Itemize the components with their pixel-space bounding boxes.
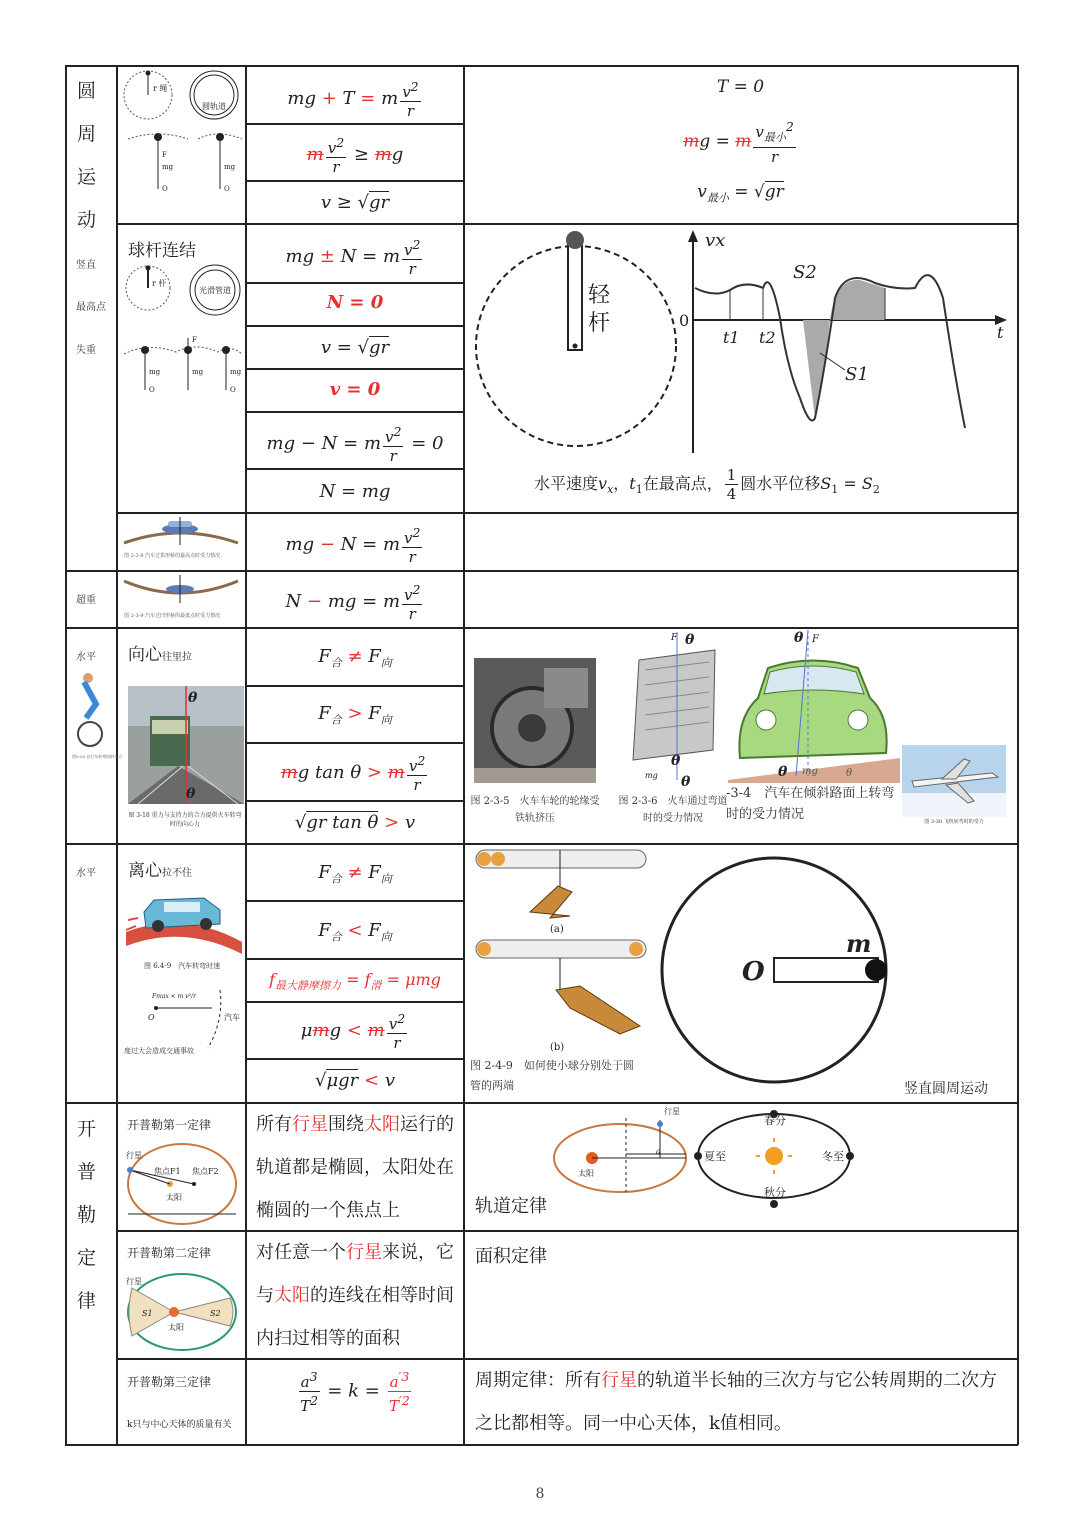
label-horizontal-2: 水平 <box>76 868 96 879</box>
arch-bridge-image <box>120 515 242 567</box>
law1-sun-label: 太阳 <box>166 1193 182 1202</box>
law2-text <box>256 1231 461 1360</box>
law1-text-part: 围绕 <box>328 1114 364 1135</box>
car-theta-ground: θ <box>846 768 853 779</box>
centripetal-note: 往里拉 <box>162 652 192 663</box>
law2-text-planet: 行星 <box>346 1242 382 1263</box>
eq-kepler-third: $\frac{a^3}{T^2}$ = k = $\frac{a^{'3}}{T^{'2}}$ <box>300 1369 410 1415</box>
rod-pipe-diagram <box>118 262 244 402</box>
label-char: 圆 <box>77 80 97 102</box>
law2-text-part: 对任意一个 <box>256 1242 346 1263</box>
cyclist-image <box>72 668 123 763</box>
kepler-char: 开 <box>77 1118 97 1140</box>
eq-normal-zero: N = 0 <box>326 292 384 313</box>
eq-rod-minus-zero: mg − N = m $\frac{v^2}{r}$ = 0 <box>266 424 444 465</box>
label-char: 运 <box>77 166 97 188</box>
fig-wheel-caption: 图 2-3-5 火车车轮的轮缘受铁轨挤压 <box>470 796 600 824</box>
svg-text:mg: mg <box>230 368 242 376</box>
car-caption-1: 图 6.4-9 汽车转弯时速 <box>144 962 221 970</box>
orbit-planet-label: 行星 <box>664 1107 680 1116</box>
eq-sqrt-mugr-lt-v: √μgr < v <box>314 1070 396 1091</box>
eq-rope-tension: mg + T = m $\frac{v^2}{r}$ <box>287 79 419 120</box>
train-wheel-photo <box>474 658 596 783</box>
law2-text-part: 来说，它与 <box>256 1242 454 1306</box>
law1-f1-label: 焦点F1 <box>154 1167 181 1176</box>
rod-small-label: r 杆 <box>152 279 167 288</box>
eq-min-speed-condition: m $\frac{v^2}{r}$ ≥ mg <box>306 135 404 176</box>
law3-right-text <box>475 1359 1011 1445</box>
law1-f2-label: 焦点F2 <box>192 1167 219 1176</box>
kepler-char: 律 <box>77 1290 97 1312</box>
svg-text:mg: mg <box>192 368 204 376</box>
rod-label-2: 杆 <box>588 311 611 336</box>
svg-text:mg: mg <box>162 163 174 171</box>
rod-label-1: 轻 <box>588 283 611 308</box>
svg-text:mg: mg <box>645 771 658 780</box>
velocity-graph <box>675 228 1010 458</box>
graph-y-label: vx <box>705 230 726 251</box>
law2-right-label: 面积定律 <box>475 1246 547 1267</box>
law1-text-planet: 行星 <box>292 1114 328 1135</box>
law1-title: 开普勒第一定律 <box>127 1118 212 1132</box>
tube-diagram <box>470 846 655 1056</box>
page-number: 8 <box>535 1486 545 1502</box>
kepler-char: 勒 <box>77 1204 97 1226</box>
train-curve-theta-bottom: θ <box>681 774 691 790</box>
concave-bridge-image <box>120 573 242 625</box>
pipe-label: 光滑管道 <box>199 286 231 295</box>
graph-s1: S1 <box>845 364 869 385</box>
train-caption: 图 3-18 重力与支持力的合力提供火车转弯时的向心力 <box>128 812 242 828</box>
train-curve-diagram <box>615 630 727 790</box>
circle-o-label: O <box>742 957 765 987</box>
seasons-orbit-diagram <box>692 1104 858 1210</box>
svg-text:F: F <box>671 633 678 643</box>
svg-text:O: O <box>162 185 168 193</box>
circle-m-label: m <box>846 929 872 958</box>
light-rod-diagram <box>470 228 680 473</box>
label-overweight: 超重 <box>76 595 96 606</box>
rope-label: r 绳 <box>153 84 168 93</box>
eq-tension-zero: T = 0 <box>716 77 765 97</box>
fig-train-curve-caption: 图 2-3-6 火车通过弯道时的受力情况 <box>618 796 728 824</box>
rod-title: 球杆连结 <box>128 241 196 261</box>
vertical-circle-caption: 竖直圆周运动 <box>904 1081 988 1097</box>
vertical-circle-diagram <box>656 852 892 1088</box>
eq-speed-zero: v = 0 <box>329 379 381 400</box>
eq-normal-equals-mg: N = mg <box>319 481 391 502</box>
kepler-char: 普 <box>77 1161 97 1183</box>
law1-orbit-diagram <box>550 1104 690 1196</box>
track-label: 圆轨道 <box>202 102 226 111</box>
law1-text-sun: 太阳 <box>364 1114 400 1135</box>
note-top-point: 最高点 <box>76 302 106 313</box>
law3-text-part: 周期定律：所有 <box>475 1370 601 1391</box>
label-horizontal-1: 水平 <box>76 652 96 663</box>
car-slope-diagram <box>728 628 900 783</box>
tube-a-label: (a) <box>550 924 564 935</box>
rope-track-diagram <box>118 67 244 222</box>
eq-net-gt-centripetal: $F_合 > F_向$ <box>318 703 392 727</box>
centrifugal-note: 拉不住 <box>162 868 192 879</box>
airplane-photo <box>902 745 1006 817</box>
skidding-car-image <box>124 880 244 1055</box>
car-caption-2: 度过大会造成交通事故 <box>124 1047 194 1055</box>
svg-text:F: F <box>812 634 819 645</box>
eq-concave-bridge: N − mg = m $\frac{v^2}{r}$ <box>285 582 421 623</box>
eq-net-lt-centripetal: $F_合 < F_向$ <box>318 920 392 944</box>
tube-b-label: (b) <box>550 1042 565 1053</box>
svg-text:O: O <box>230 386 236 394</box>
train-photo <box>128 686 244 804</box>
law3-title: 开普勒第三定律 <box>127 1375 212 1389</box>
law2-sun-label: 太阳 <box>168 1323 184 1332</box>
eq-max-static-friction: $f_{最大静摩擦力} = f_滑 = \mu mg$ <box>269 970 441 993</box>
law2-planet-label: 行星 <box>126 1277 142 1286</box>
centripetal-title-text: 向心 <box>128 645 162 665</box>
eq-speed-ge-sqrt-gr: v ≥ √gr <box>320 192 390 213</box>
law2-text-sun: 太阳 <box>274 1285 310 1306</box>
law1-ellipse-diagram <box>122 1138 242 1230</box>
svg-text:F: F <box>192 336 197 344</box>
car-theta-bottom: θ <box>778 764 788 780</box>
svg-text:mg: mg <box>802 766 818 777</box>
svg-text:mg: mg <box>224 163 236 171</box>
concave-caption: 图 2-3-9 汽车过凹形桥的最低点时受力情况 <box>124 613 221 619</box>
law1-planet-label: 行星 <box>126 1151 142 1160</box>
orbit-winter-label: 冬至 <box>822 1150 844 1163</box>
label-char: 动 <box>77 209 97 231</box>
law2-text-part: 的连线在相等时间内扫过相等的面积 <box>256 1285 454 1349</box>
law2-title: 开普勒第二定律 <box>127 1246 212 1260</box>
orbit-a-label: a <box>656 1147 661 1156</box>
eq-speed-sqrt-gr: v = √gr <box>320 337 390 358</box>
eq-tan-gt: mg tan θ > m $\frac{v^2}{r}$ <box>280 753 426 794</box>
law2-s1-label: S1 <box>142 1309 153 1318</box>
svg-text:F: F <box>162 151 167 159</box>
svg-text:O: O <box>224 185 230 193</box>
train-theta-top: θ <box>188 690 198 706</box>
svg-text:Fmax < m v²/r: Fmax < m v²/r <box>152 993 196 1000</box>
graph-caption: 水平速度$v_x$，$t_1$在最高点， $\frac{1}{4}$ 圆水平位移$S_1 = S_2$ <box>534 466 880 503</box>
note-weightless: 失重 <box>76 345 96 356</box>
kepler-char: 定 <box>77 1247 97 1269</box>
graph-t-label: t <box>997 323 1004 342</box>
car-label: 汽车 <box>224 1013 240 1022</box>
centrifugal-title-text: 离心 <box>128 861 162 881</box>
eq-net-ne-centripetal: $F_合 \ne F_向$ <box>318 646 392 670</box>
graph-t1: t1 <box>723 328 740 347</box>
law3-note: k只与中心天体的质量有关 <box>127 1420 232 1430</box>
fig-airplane-caption: 图 3-30 飞机转弯时的受力 <box>924 819 984 825</box>
graph-origin: 0 <box>679 311 690 330</box>
svg-text:O: O <box>149 386 155 394</box>
orbit-summer-label: 夏至 <box>704 1150 726 1163</box>
eq-arch-bridge: mg − N = m $\frac{v^2}{r}$ <box>285 525 421 566</box>
law3-text-part: 的轨道半长轴的三次方与它公转周期的二次方之比都相等。同一中心天体，k值相同。 <box>475 1370 997 1434</box>
law2-ellipse-diagram <box>122 1268 242 1356</box>
law3-text-planet: 行星 <box>601 1370 637 1391</box>
svg-text:mg: mg <box>149 368 161 376</box>
law1-right-label: 轨道定律 <box>475 1196 547 1217</box>
train-theta-bottom: θ <box>186 786 196 802</box>
cyclist-caption: 图3-20 自行车转弯时的受力 <box>72 754 123 759</box>
svg-text:O: O <box>148 1013 155 1022</box>
tube-caption: 图 2-4-9 如何使小球分别处于圆管的两端 <box>470 1059 634 1092</box>
train-curve-theta-top: θ <box>685 632 695 648</box>
orbit-spring-label: 春分 <box>764 1114 786 1127</box>
eq-rod-plus-minus: mg ± N = m $\frac{v^2}{r}$ <box>285 237 421 278</box>
eq-gravity-min-speed: mg = m $\frac{v_{最小}^2}{r}$ <box>683 119 794 166</box>
law2-s2-label: S2 <box>210 1309 221 1318</box>
eq-min-speed: $v_{最小} = √gr$ <box>697 182 784 205</box>
eq-net-ne-centripetal-2: $F_合 \ne F_向$ <box>318 862 392 886</box>
orbit-sun-label: 太阳 <box>578 1169 594 1178</box>
fig-car-slope-caption: -3-4 汽车在倾斜路面上转弯时的受力情况 <box>726 786 895 822</box>
graph-s2: S2 <box>793 262 817 283</box>
arch-caption: 图 2-3-8 汽车过拱形桥的最高点时受力情况 <box>124 553 221 559</box>
train-curve-theta-mid: θ <box>671 753 681 769</box>
car-theta-top: θ <box>794 630 804 646</box>
law1-text <box>256 1103 461 1232</box>
graph-t2: t2 <box>759 328 776 347</box>
eq-friction-lt: μmg < m $\frac{v^2}{r}$ <box>300 1011 406 1052</box>
note-vertical: 竖直 <box>76 260 96 271</box>
orbit-autumn-label: 秋分 <box>764 1186 786 1199</box>
law1-text-part: 运行的轨道都是椭圆，太阳处在椭圆的一个焦点上 <box>256 1114 454 1221</box>
law1-text-part: 所有 <box>256 1114 292 1135</box>
eq-sqrt-tan-gt-v: √gr tan θ > v <box>294 812 416 833</box>
centripetal-title <box>128 640 192 665</box>
label-char: 周 <box>77 123 97 145</box>
centrifugal-title <box>128 856 192 881</box>
